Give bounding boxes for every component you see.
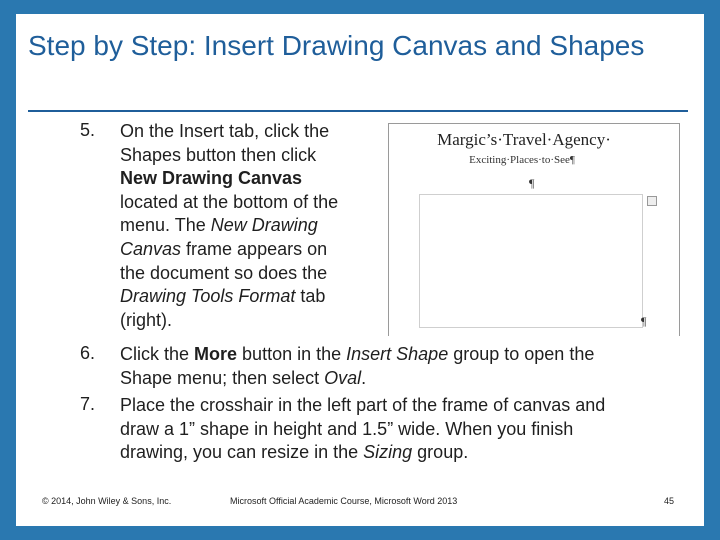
step-7-line: Place the crosshair in the left part of the frame of canvas and	[120, 395, 606, 415]
footer-copyright: © 2014, John Wiley & Sons, Inc.	[42, 496, 172, 506]
step-5-line: (right).	[120, 309, 173, 330]
step-5-italic: New Drawing	[210, 215, 318, 236]
step-number-5: 5.	[80, 120, 96, 140]
step-6-text	[120, 343, 680, 390]
step-7-text	[120, 394, 690, 465]
step-7-italic: Sizing	[363, 442, 413, 463]
slide-title: Step by Step: Insert Drawing Canvas and Shapes	[28, 30, 645, 61]
layout-options-icon[interactable]	[647, 196, 657, 206]
step-6-bold: More	[194, 344, 238, 364]
step-5-line: frame appears on	[181, 238, 328, 259]
step-number-6: 6.	[80, 343, 96, 363]
step-5-bold: New Drawing Canvas	[120, 168, 303, 189]
title-divider	[28, 110, 688, 112]
step-6-line: Shape menu; then select	[120, 367, 325, 388]
document-heading: Margic’s·Travel·Agency·	[437, 130, 611, 149]
footer-course: Microsoft Official Academic Course, Microsoft Word 2013	[230, 496, 458, 506]
step-6-line: button in the	[237, 344, 347, 364]
step-5-line: tab	[295, 286, 326, 307]
step-5-line: On the Insert tab, click the	[120, 121, 330, 141]
step-5-line: menu. The	[120, 215, 211, 236]
pilcrow-mark: ¶	[529, 176, 535, 190]
step-5-line: located at the bottom of the	[120, 191, 339, 212]
step-5-italic: Drawing Tools Format	[120, 286, 296, 307]
drawing-canvas-frame[interactable]	[419, 194, 643, 328]
step-6-line: .	[361, 367, 367, 388]
step-7-line: drawing, you can resize in the	[120, 442, 364, 463]
step-7-line: draw a 1” shape in height and 1.5” wide. When you finish	[120, 418, 574, 439]
word-document-screenshot	[388, 123, 680, 336]
footer-page-number: 45	[664, 496, 675, 506]
pilcrow-mark: ¶	[641, 314, 647, 328]
step-5-text	[120, 120, 390, 332]
step-number-7: 7.	[80, 394, 96, 414]
step-6-italic: Oval	[324, 367, 362, 388]
step-6-line: Click the	[120, 344, 195, 364]
step-5-line: the document so does the	[120, 262, 328, 283]
step-6-italic: Insert Shape	[346, 344, 449, 364]
step-6-line: group to open the	[448, 344, 595, 364]
document-subheading: Exciting·Places·to·See¶	[469, 154, 575, 166]
step-5-line: Shapes button then click	[120, 144, 317, 165]
step-5-italic: Canvas	[120, 238, 182, 259]
step-7-line: group.	[412, 442, 469, 463]
